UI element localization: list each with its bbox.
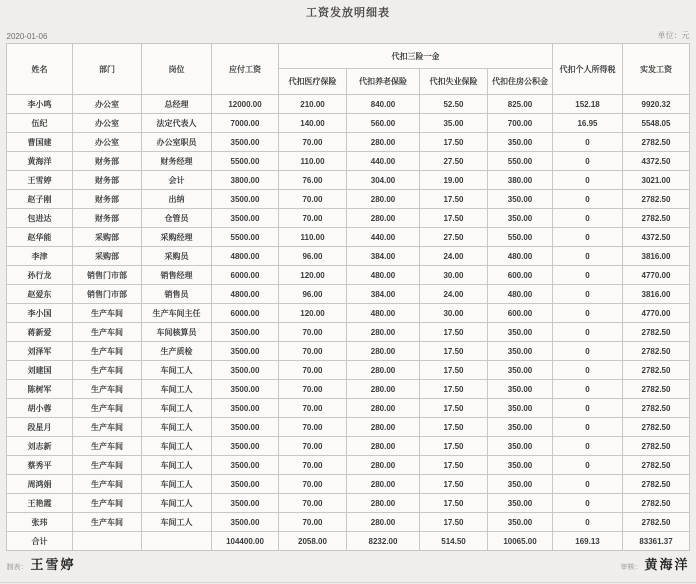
cell-housing: 10065.00: [488, 532, 553, 551]
cell-unemployment: 30.00: [420, 266, 488, 285]
cell-name: 曹国建: [7, 133, 73, 152]
table-row: [7, 114, 690, 133]
cell-gross: 4800.00: [212, 285, 279, 304]
table-row: [7, 456, 690, 475]
cell-pension: 280.00: [347, 209, 420, 228]
cell-post: [142, 532, 212, 551]
cell-dept: 生产车间: [73, 437, 142, 456]
report-date: 2020-01-06: [6, 32, 48, 41]
table-row: [7, 133, 690, 152]
table-row: [7, 95, 690, 114]
cell-housing: 825.00: [488, 95, 553, 114]
cell-medical: 70.00: [279, 399, 347, 418]
cell-gross: 12000.00: [212, 95, 279, 114]
cell-pension: 280.00: [347, 380, 420, 399]
cell-pension: 440.00: [347, 228, 420, 247]
cell-dept: 销售门市部: [73, 285, 142, 304]
cell-name: 合计: [7, 532, 73, 551]
cell-tax: 0: [553, 323, 623, 342]
cell-gross: 3500.00: [212, 190, 279, 209]
cell-unemployment: 17.50: [420, 475, 488, 494]
cell-pension: 480.00: [347, 304, 420, 323]
cell-net: 2782.50: [623, 494, 690, 513]
table-row: [7, 190, 690, 209]
cell-housing: 350.00: [488, 190, 553, 209]
cell-gross: 7000.00: [212, 114, 279, 133]
cell-pension: 280.00: [347, 133, 420, 152]
cell-post: 办公室职员: [142, 133, 212, 152]
prepared-by-label: 制表：: [6, 564, 28, 571]
cell-housing: 350.00: [488, 209, 553, 228]
cell-net: 3816.00: [623, 247, 690, 266]
cell-medical: 70.00: [279, 342, 347, 361]
table-row: [7, 418, 690, 437]
table-row: [7, 342, 690, 361]
cell-name: 李小国: [7, 304, 73, 323]
cell-pension: 8232.00: [347, 532, 420, 551]
cell-medical: 70.00: [279, 437, 347, 456]
table-row: [7, 361, 690, 380]
cell-post: 财务经理: [142, 152, 212, 171]
cell-gross: 4800.00: [212, 247, 279, 266]
cell-net: 2782.50: [623, 361, 690, 380]
cell-name: 王艳霞: [7, 494, 73, 513]
cell-medical: 120.00: [279, 304, 347, 323]
col-header-housing: 代扣住房公积金: [488, 69, 553, 95]
cell-tax: 0: [553, 418, 623, 437]
cell-post: 车间核算员: [142, 323, 212, 342]
cell-dept: [73, 532, 142, 551]
cell-net: 4770.00: [623, 304, 690, 323]
cell-gross: 5500.00: [212, 152, 279, 171]
cell-name: 赵华能: [7, 228, 73, 247]
table-row: [7, 475, 690, 494]
cell-housing: 480.00: [488, 285, 553, 304]
cell-net: 2782.50: [623, 190, 690, 209]
cell-name: 刘建国: [7, 361, 73, 380]
cell-net: 4372.50: [623, 228, 690, 247]
table-row: [7, 152, 690, 171]
cell-dept: 销售门市部: [73, 266, 142, 285]
cell-post: 车间工人: [142, 513, 212, 532]
cell-housing: 600.00: [488, 266, 553, 285]
table-row: [7, 247, 690, 266]
cell-gross: 6000.00: [212, 266, 279, 285]
cell-tax: 0: [553, 456, 623, 475]
cell-pension: 480.00: [347, 266, 420, 285]
col-header-gross: 应付工资: [212, 44, 279, 95]
cell-medical: 70.00: [279, 456, 347, 475]
cell-unemployment: 35.00: [420, 114, 488, 133]
cell-gross: 3500.00: [212, 475, 279, 494]
table-row: [7, 437, 690, 456]
cell-housing: 350.00: [488, 437, 553, 456]
cell-net: 2782.50: [623, 513, 690, 532]
cell-housing: 380.00: [488, 171, 553, 190]
cell-dept: 生产车间: [73, 304, 142, 323]
cell-tax: 0: [553, 266, 623, 285]
cell-housing: 350.00: [488, 361, 553, 380]
meta-row: [7, 30, 690, 41]
cell-post: 车间工人: [142, 418, 212, 437]
cell-post: 车间工人: [142, 399, 212, 418]
cell-pension: 560.00: [347, 114, 420, 133]
signature-row: [7, 554, 690, 573]
cell-dept: 财务部: [73, 152, 142, 171]
cell-unemployment: 17.50: [420, 456, 488, 475]
cell-pension: 280.00: [347, 361, 420, 380]
cell-pension: 280.00: [347, 456, 420, 475]
cell-pension: 280.00: [347, 323, 420, 342]
col-header-name: 姓名: [7, 44, 73, 95]
cell-tax: 0: [553, 494, 623, 513]
table-row: [7, 228, 690, 247]
cell-name: 周鸿娟: [7, 475, 73, 494]
cell-gross: 3500.00: [212, 209, 279, 228]
cell-housing: 350.00: [488, 323, 553, 342]
cell-dept: 办公室: [73, 95, 142, 114]
cell-pension: 304.00: [347, 171, 420, 190]
cell-medical: 140.00: [279, 114, 347, 133]
cell-name: 赵爱东: [7, 285, 73, 304]
cell-tax: 0: [553, 171, 623, 190]
cell-housing: 700.00: [488, 114, 553, 133]
cell-name: 蔡秀平: [7, 456, 73, 475]
cell-gross: 6000.00: [212, 304, 279, 323]
cell-medical: 70.00: [279, 361, 347, 380]
cell-dept: 生产车间: [73, 513, 142, 532]
cell-dept: 生产车间: [73, 418, 142, 437]
prepared-by-block: [7, 554, 76, 573]
cell-housing: 350.00: [488, 456, 553, 475]
cell-medical: 70.00: [279, 380, 347, 399]
cell-pension: 280.00: [347, 418, 420, 437]
cell-tax: 0: [553, 285, 623, 304]
cell-net: 2782.50: [623, 380, 690, 399]
cell-gross: 3500.00: [212, 456, 279, 475]
cell-dept: 生产车间: [73, 494, 142, 513]
cell-post: 采购经理: [142, 228, 212, 247]
table-header: [7, 44, 690, 95]
cell-tax: 0: [553, 437, 623, 456]
salary-table: [6, 43, 690, 551]
cell-net: 3021.00: [623, 171, 690, 190]
table-row: [7, 380, 690, 399]
table-row: [7, 285, 690, 304]
cell-dept: 生产车间: [73, 380, 142, 399]
cell-unemployment: 17.50: [420, 437, 488, 456]
cell-pension: 280.00: [347, 437, 420, 456]
cell-post: 生产车间主任: [142, 304, 212, 323]
cell-tax: 0: [553, 190, 623, 209]
total-row: [7, 532, 690, 551]
cell-gross: 3500.00: [212, 133, 279, 152]
cell-dept: 采购部: [73, 228, 142, 247]
cell-pension: 384.00: [347, 247, 420, 266]
cell-net: 2782.50: [623, 209, 690, 228]
cell-post: 车间工人: [142, 437, 212, 456]
cell-housing: 350.00: [488, 418, 553, 437]
cell-dept: 生产车间: [73, 323, 142, 342]
cell-housing: 600.00: [488, 304, 553, 323]
table-row: [7, 171, 690, 190]
cell-unemployment: 52.50: [420, 95, 488, 114]
cell-dept: 财务部: [73, 190, 142, 209]
cell-post: 销售经理: [142, 266, 212, 285]
cell-unemployment: 17.50: [420, 209, 488, 228]
cell-name: 刘志新: [7, 437, 73, 456]
reviewed-by-block: [620, 554, 689, 573]
cell-medical: 70.00: [279, 513, 347, 532]
col-header-medical: 代扣医疗保险: [279, 69, 347, 95]
cell-housing: 550.00: [488, 152, 553, 171]
cell-housing: 480.00: [488, 247, 553, 266]
cell-tax: 16.95: [553, 114, 623, 133]
cell-unemployment: 17.50: [420, 323, 488, 342]
cell-gross: 3500.00: [212, 361, 279, 380]
cell-unemployment: 514.50: [420, 532, 488, 551]
cell-name: 黄海洋: [7, 152, 73, 171]
reviewed-by-name: 黄海洋: [644, 558, 690, 573]
cell-housing: 350.00: [488, 380, 553, 399]
cell-net: 2782.50: [623, 399, 690, 418]
cell-unemployment: 17.50: [420, 418, 488, 437]
prepared-by-name: 王雪婷: [30, 558, 76, 573]
col-header-pension: 代扣养老保险: [347, 69, 420, 95]
cell-post: 车间工人: [142, 361, 212, 380]
cell-medical: 76.00: [279, 171, 347, 190]
cell-net: 2782.50: [623, 342, 690, 361]
cell-pension: 280.00: [347, 475, 420, 494]
cell-gross: 3500.00: [212, 494, 279, 513]
cell-tax: 0: [553, 361, 623, 380]
cell-net: 5548.05: [623, 114, 690, 133]
cell-dept: 生产车间: [73, 361, 142, 380]
cell-unemployment: 24.00: [420, 247, 488, 266]
cell-post: 采购员: [142, 247, 212, 266]
cell-gross: 3500.00: [212, 380, 279, 399]
cell-housing: 350.00: [488, 342, 553, 361]
cell-net: 2782.50: [623, 133, 690, 152]
cell-tax: 152.18: [553, 95, 623, 114]
cell-unemployment: 30.00: [420, 304, 488, 323]
cell-housing: 350.00: [488, 475, 553, 494]
cell-gross: 3500.00: [212, 342, 279, 361]
cell-dept: 办公室: [73, 114, 142, 133]
cell-post: 车间工人: [142, 494, 212, 513]
table-row: [7, 399, 690, 418]
cell-name: 王雪婷: [7, 171, 73, 190]
cell-net: 4770.00: [623, 266, 690, 285]
cell-net: 2782.50: [623, 475, 690, 494]
cell-medical: 110.00: [279, 152, 347, 171]
table-row: [7, 513, 690, 532]
cell-tax: 0: [553, 152, 623, 171]
cell-gross: 5500.00: [212, 228, 279, 247]
cell-medical: 2058.00: [279, 532, 347, 551]
table-row: [7, 304, 690, 323]
cell-post: 车间工人: [142, 380, 212, 399]
cell-tax: 0: [553, 228, 623, 247]
cell-dept: 财务部: [73, 171, 142, 190]
cell-post: 会计: [142, 171, 212, 190]
cell-dept: 办公室: [73, 133, 142, 152]
cell-pension: 840.00: [347, 95, 420, 114]
col-header-dept: 部门: [73, 44, 142, 95]
cell-medical: 210.00: [279, 95, 347, 114]
cell-housing: 350.00: [488, 494, 553, 513]
cell-pension: 280.00: [347, 513, 420, 532]
cell-tax: 0: [553, 380, 623, 399]
cell-post: 车间工人: [142, 475, 212, 494]
cell-name: 刘泽军: [7, 342, 73, 361]
table-row: [7, 494, 690, 513]
cell-name: 孙行龙: [7, 266, 73, 285]
cell-net: 4372.50: [623, 152, 690, 171]
cell-net: 2782.50: [623, 323, 690, 342]
cell-gross: 3500.00: [212, 513, 279, 532]
cell-unemployment: 17.50: [420, 133, 488, 152]
cell-post: 生产质检: [142, 342, 212, 361]
cell-unemployment: 17.50: [420, 494, 488, 513]
cell-name: 段星月: [7, 418, 73, 437]
cell-medical: 70.00: [279, 323, 347, 342]
cell-medical: 70.00: [279, 475, 347, 494]
cell-medical: 70.00: [279, 133, 347, 152]
cell-tax: 0: [553, 399, 623, 418]
cell-medical: 96.00: [279, 285, 347, 304]
cell-medical: 110.00: [279, 228, 347, 247]
cell-name: 张玮: [7, 513, 73, 532]
cell-medical: 70.00: [279, 494, 347, 513]
cell-post: 总经理: [142, 95, 212, 114]
cell-tax: 0: [553, 209, 623, 228]
cell-housing: 350.00: [488, 513, 553, 532]
cell-net: 9920.32: [623, 95, 690, 114]
cell-unemployment: 17.50: [420, 380, 488, 399]
cell-net: 3816.00: [623, 285, 690, 304]
cell-unemployment: 17.50: [420, 361, 488, 380]
cell-gross: 3800.00: [212, 171, 279, 190]
cell-post: 车间工人: [142, 456, 212, 475]
cell-name: 陈树军: [7, 380, 73, 399]
cell-housing: 350.00: [488, 399, 553, 418]
cell-gross: 3500.00: [212, 399, 279, 418]
cell-housing: 350.00: [488, 133, 553, 152]
page-title: 工资发放明细表: [306, 7, 390, 19]
cell-medical: 70.00: [279, 190, 347, 209]
cell-unemployment: 19.00: [420, 171, 488, 190]
cell-unemployment: 27.50: [420, 228, 488, 247]
cell-dept: 生产车间: [73, 456, 142, 475]
cell-dept: 采购部: [73, 247, 142, 266]
cell-tax: 0: [553, 513, 623, 532]
cell-tax: 0: [553, 342, 623, 361]
cell-tax: 0: [553, 304, 623, 323]
cell-pension: 280.00: [347, 342, 420, 361]
unit-label: 单位：元: [657, 31, 690, 40]
cell-name: 伍纪: [7, 114, 73, 133]
cell-medical: 70.00: [279, 418, 347, 437]
cell-dept: 生产车间: [73, 475, 142, 494]
cell-tax: 169.13: [553, 532, 623, 551]
table-row: [7, 266, 690, 285]
cell-net: 83361.37: [623, 532, 690, 551]
cell-unemployment: 24.00: [420, 285, 488, 304]
page-bottom-divider: [0, 582, 696, 583]
cell-pension: 440.00: [347, 152, 420, 171]
col-header-post: 岗位: [142, 44, 212, 95]
col-header-net: 实发工资: [623, 44, 690, 95]
cell-post: 销售员: [142, 285, 212, 304]
cell-gross: 3500.00: [212, 437, 279, 456]
cell-tax: 0: [553, 247, 623, 266]
cell-dept: 生产车间: [73, 399, 142, 418]
cell-name: 李小鸣: [7, 95, 73, 114]
cell-pension: 280.00: [347, 399, 420, 418]
cell-dept: 财务部: [73, 209, 142, 228]
cell-pension: 280.00: [347, 494, 420, 513]
reviewed-by-label: 审核：: [620, 564, 642, 571]
table-row: [7, 209, 690, 228]
cell-post: 法定代表人: [142, 114, 212, 133]
col-header-unemployment: 代扣失业保险: [420, 69, 488, 95]
cell-medical: 120.00: [279, 266, 347, 285]
cell-name: 包进达: [7, 209, 73, 228]
cell-gross: 104400.00: [212, 532, 279, 551]
table-body: [7, 95, 690, 551]
cell-name: 胡小蓉: [7, 399, 73, 418]
cell-unemployment: 17.50: [420, 190, 488, 209]
cell-gross: 3500.00: [212, 418, 279, 437]
col-header-tax: 代扣个人所得税: [553, 44, 623, 95]
cell-dept: 生产车间: [73, 342, 142, 361]
cell-net: 2782.50: [623, 418, 690, 437]
cell-post: 出纳: [142, 190, 212, 209]
cell-name: 蒋新爱: [7, 323, 73, 342]
cell-net: 2782.50: [623, 437, 690, 456]
cell-unemployment: 27.50: [420, 152, 488, 171]
cell-pension: 280.00: [347, 190, 420, 209]
cell-medical: 96.00: [279, 247, 347, 266]
cell-tax: 0: [553, 133, 623, 152]
cell-unemployment: 17.50: [420, 399, 488, 418]
cell-name: 赵子刚: [7, 190, 73, 209]
cell-housing: 550.00: [488, 228, 553, 247]
cell-tax: 0: [553, 475, 623, 494]
col-header-group-insurance: 代扣三险一金: [279, 44, 553, 69]
table-row: [7, 323, 690, 342]
cell-pension: 384.00: [347, 285, 420, 304]
cell-unemployment: 17.50: [420, 513, 488, 532]
cell-unemployment: 17.50: [420, 342, 488, 361]
cell-net: 2782.50: [623, 456, 690, 475]
cell-medical: 70.00: [279, 209, 347, 228]
cell-gross: 3500.00: [212, 323, 279, 342]
cell-name: 李津: [7, 247, 73, 266]
cell-post: 仓管员: [142, 209, 212, 228]
